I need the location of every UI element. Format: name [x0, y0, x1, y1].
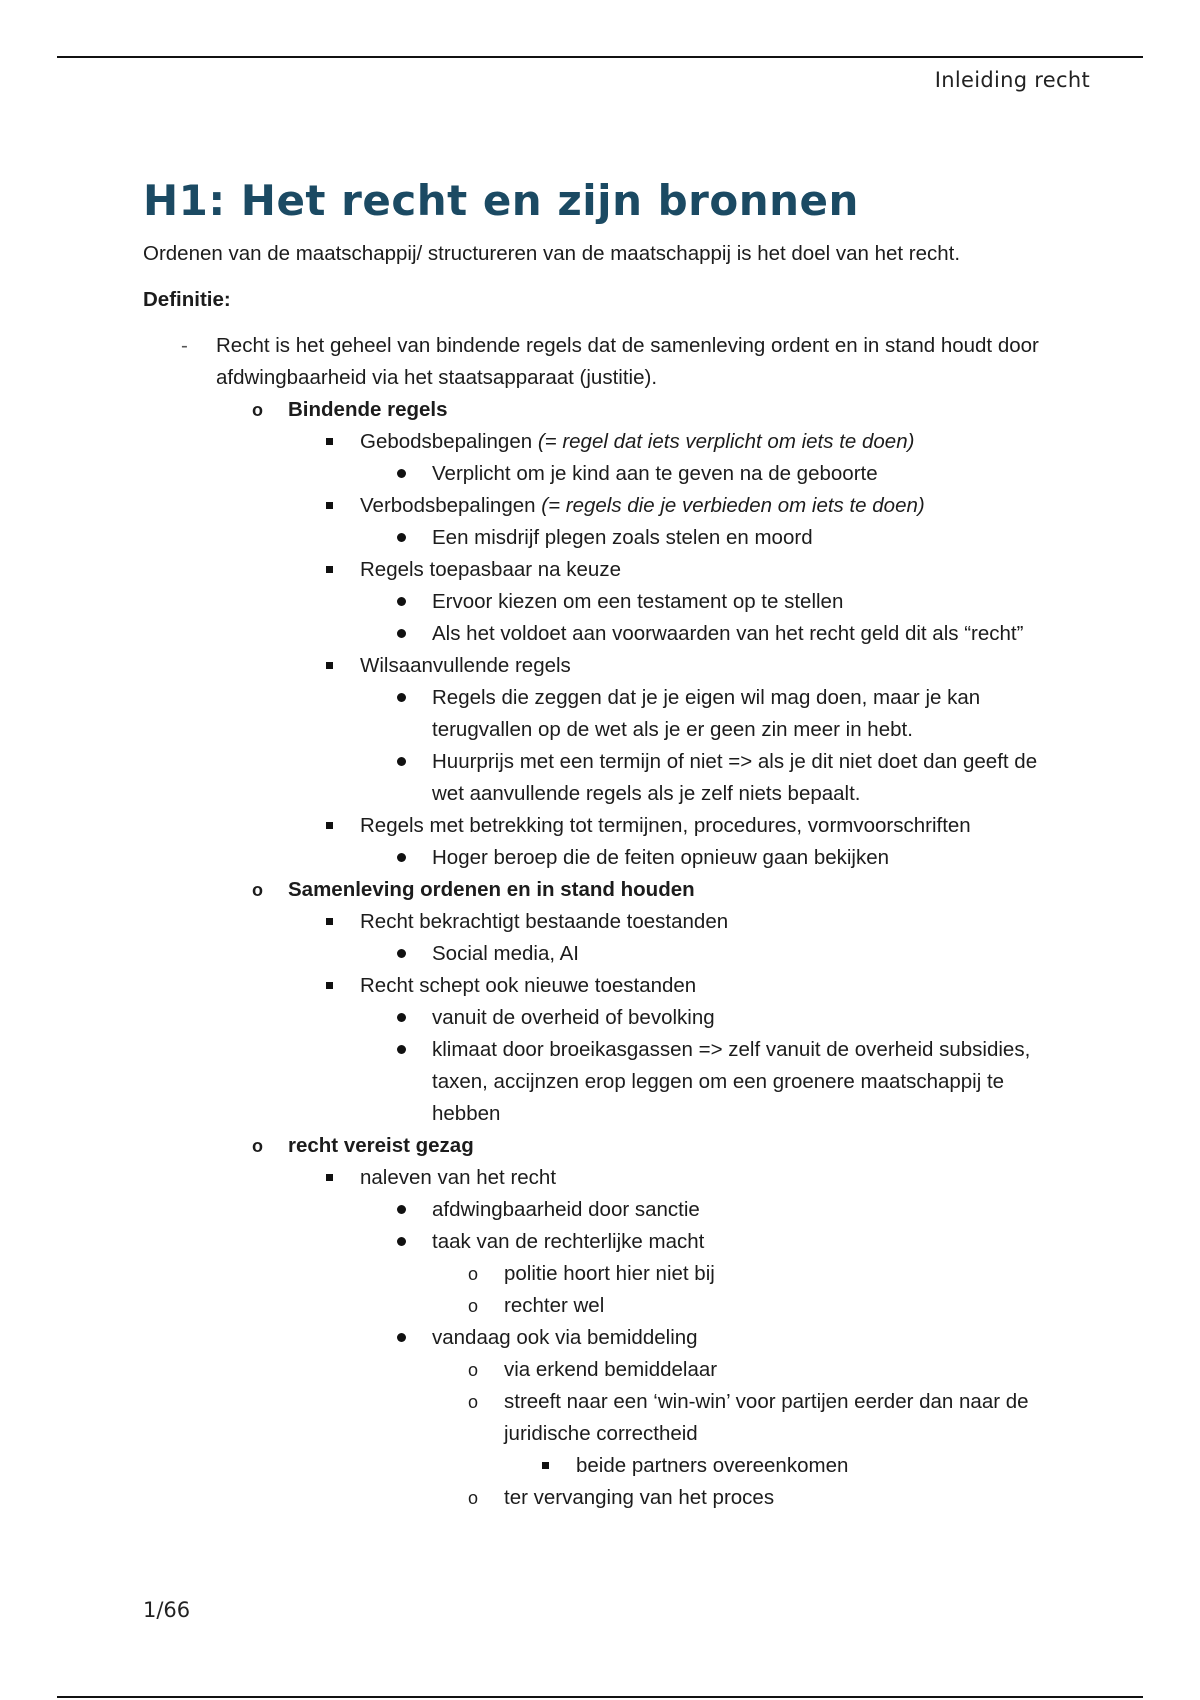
list-item — [396, 522, 1063, 554]
sub-list — [396, 938, 1063, 970]
list-item — [396, 1226, 1063, 1322]
list-item — [396, 842, 1063, 874]
circle-bullet-icon: o — [468, 1360, 479, 1380]
disc-bullet-icon — [397, 533, 406, 542]
definition-sublist — [252, 394, 1063, 1514]
top-rule — [57, 56, 1143, 58]
chapter-heading: H1: Het recht en zijn bronnen — [143, 176, 859, 225]
square-bullet-icon — [326, 1174, 333, 1181]
definition-text: Recht is het geheel van bindende regels dat de samenleving ordent en in stand houdt door afdwingbaarheid via het staatsapparaat (justitie). — [216, 334, 1039, 389]
item-text: Huurprijs met een termijn of niet => als je dit niet doet dan geeft de wet aanvullende regels als je zelf niets bepaalt. — [432, 750, 1038, 805]
item-label: Recht schept ook nieuwe toestanden — [360, 974, 697, 997]
list-item — [468, 1290, 1063, 1322]
sub-list — [396, 1194, 1063, 1514]
circle-bullet-icon: o — [252, 400, 263, 420]
list-item — [396, 1034, 1063, 1130]
item-label: Wilsaanvullende regels — [360, 654, 571, 677]
item-label: Recht bekrachtigt bestaande toestanden — [360, 910, 729, 933]
list-item — [324, 650, 1063, 810]
item-text: via erkend bemiddelaar — [504, 1358, 718, 1381]
circle-bullet-icon: o — [468, 1488, 479, 1508]
list-item — [324, 906, 1063, 970]
sub-list — [468, 1258, 1063, 1322]
item-label: Regels met betrekking tot termijnen, procedures, vormvoorschriften — [360, 814, 971, 837]
item-text: taak van de rechterlijke macht — [432, 1230, 705, 1253]
item-note: (= regels die je verbieden om iets te doen) — [541, 494, 925, 517]
list-item — [396, 1194, 1063, 1226]
square-bullet-icon — [542, 1462, 549, 1469]
item-text: Hoger beroep die de feiten opnieuw gaan bekijken — [432, 846, 890, 869]
list-item — [324, 426, 1063, 490]
item-label: Regels toepasbaar na keuze — [360, 558, 621, 581]
circle-bullet-icon: o — [252, 1136, 263, 1156]
page-number: 1/66 — [143, 1598, 191, 1622]
square-bullet-icon — [326, 982, 333, 989]
disc-bullet-icon — [397, 853, 406, 862]
item-label: Verbodsbepalingen — [360, 494, 542, 517]
section-title: recht vereist gezag — [288, 1134, 474, 1157]
definition-list — [143, 330, 1063, 1514]
sub-list — [396, 522, 1063, 554]
sub-list — [396, 1002, 1063, 1130]
section-samenleving — [252, 874, 1063, 1130]
list-item — [468, 1482, 1063, 1514]
section-list — [324, 1162, 1063, 1514]
list-item — [324, 810, 1063, 874]
page-header: Inleiding recht — [934, 68, 1090, 92]
item-label: Gebodsbepalingen — [360, 430, 538, 453]
list-item — [396, 618, 1063, 650]
sub-list — [396, 586, 1063, 650]
section-title: Bindende regels — [288, 398, 448, 421]
intro-paragraph: Ordenen van de maatschappij/ structureren van de maatschappij is het doel van het recht. — [143, 242, 961, 265]
circle-bullet-icon: o — [468, 1264, 479, 1284]
disc-bullet-icon — [397, 949, 406, 958]
item-text: Social media, AI — [432, 942, 579, 965]
sub-list — [396, 842, 1063, 874]
square-bullet-icon — [326, 438, 333, 445]
square-bullet-icon — [326, 918, 333, 925]
disc-bullet-icon — [397, 757, 406, 766]
list-item — [468, 1258, 1063, 1290]
document-body — [143, 238, 1063, 1514]
item-text: beide partners overeenkomen — [576, 1454, 849, 1477]
sub-list — [396, 458, 1063, 490]
list-item — [324, 970, 1063, 1130]
list-item — [324, 490, 1063, 554]
list-item — [540, 1450, 1063, 1482]
bottom-rule — [57, 1696, 1143, 1698]
list-item — [396, 682, 1063, 746]
disc-bullet-icon — [397, 1013, 406, 1022]
section-bindende-regels — [252, 394, 1063, 874]
list-item — [396, 746, 1063, 810]
list-item — [396, 586, 1063, 618]
list-item — [468, 1354, 1063, 1386]
square-bullet-icon — [326, 566, 333, 573]
item-text: Regels die zeggen dat je je eigen wil mag doen, maar je kan terugvallen op de wet als je er geen zin meer in hebt. — [432, 686, 981, 741]
list-item — [468, 1386, 1063, 1482]
sub-list — [540, 1450, 1063, 1482]
disc-bullet-icon — [397, 1237, 406, 1246]
item-text: vanuit de overheid of bevolking — [432, 1006, 715, 1029]
list-item — [396, 938, 1063, 970]
item-label: naleven van het recht — [360, 1166, 557, 1189]
disc-bullet-icon — [397, 693, 406, 702]
sub-list — [396, 682, 1063, 810]
item-text: politie hoort hier niet bij — [504, 1262, 715, 1285]
disc-bullet-icon — [397, 1045, 406, 1054]
square-bullet-icon — [326, 822, 333, 829]
disc-bullet-icon — [397, 597, 406, 606]
item-text: streeft naar een ‘win-win’ voor partijen eerder dan naar de juridische correctheid — [504, 1390, 1029, 1445]
item-note: (= regel dat iets verplicht om iets te doen) — [537, 430, 915, 453]
item-text: afdwingbaarheid door sanctie — [432, 1198, 700, 1221]
disc-bullet-icon — [397, 469, 406, 478]
item-text: Een misdrijf plegen zoals stelen en moord — [432, 526, 813, 549]
section-list — [324, 906, 1063, 1130]
dash-bullet-icon: - — [181, 334, 188, 357]
circle-bullet-icon: o — [468, 1296, 479, 1316]
section-gezag — [252, 1130, 1063, 1514]
list-item — [396, 458, 1063, 490]
item-text: Verplicht om je kind aan te geven na de geboorte — [432, 462, 878, 485]
circle-bullet-icon: o — [252, 880, 263, 900]
definition-item — [143, 330, 1063, 1514]
item-text: klimaat door broeikasgassen => zelf vanuit de overheid subsidies, taxen, accijnzen erop leggen om een groenere maatschappij te hebben — [432, 1038, 1031, 1125]
item-text: rechter wel — [504, 1294, 605, 1317]
section-title: Samenleving ordenen en in stand houden — [288, 878, 695, 901]
list-item — [396, 1002, 1063, 1034]
list-item — [396, 1322, 1063, 1514]
item-text: Ervoor kiezen om een testament op te stellen — [432, 590, 844, 613]
disc-bullet-icon — [397, 1205, 406, 1214]
list-item — [324, 554, 1063, 650]
item-text: vandaag ook via bemiddeling — [432, 1326, 698, 1349]
circle-bullet-icon: o — [468, 1392, 479, 1412]
item-text: ter vervanging van het proces — [504, 1486, 775, 1509]
square-bullet-icon — [326, 502, 333, 509]
definition-label: Definitie: — [143, 288, 231, 311]
section-list — [324, 426, 1063, 874]
disc-bullet-icon — [397, 1333, 406, 1342]
sub-list — [468, 1354, 1063, 1514]
list-item — [324, 1162, 1063, 1514]
square-bullet-icon — [326, 662, 333, 669]
disc-bullet-icon — [397, 629, 406, 638]
item-text: Als het voldoet aan voorwaarden van het recht geld dit als “recht” — [432, 622, 1024, 645]
